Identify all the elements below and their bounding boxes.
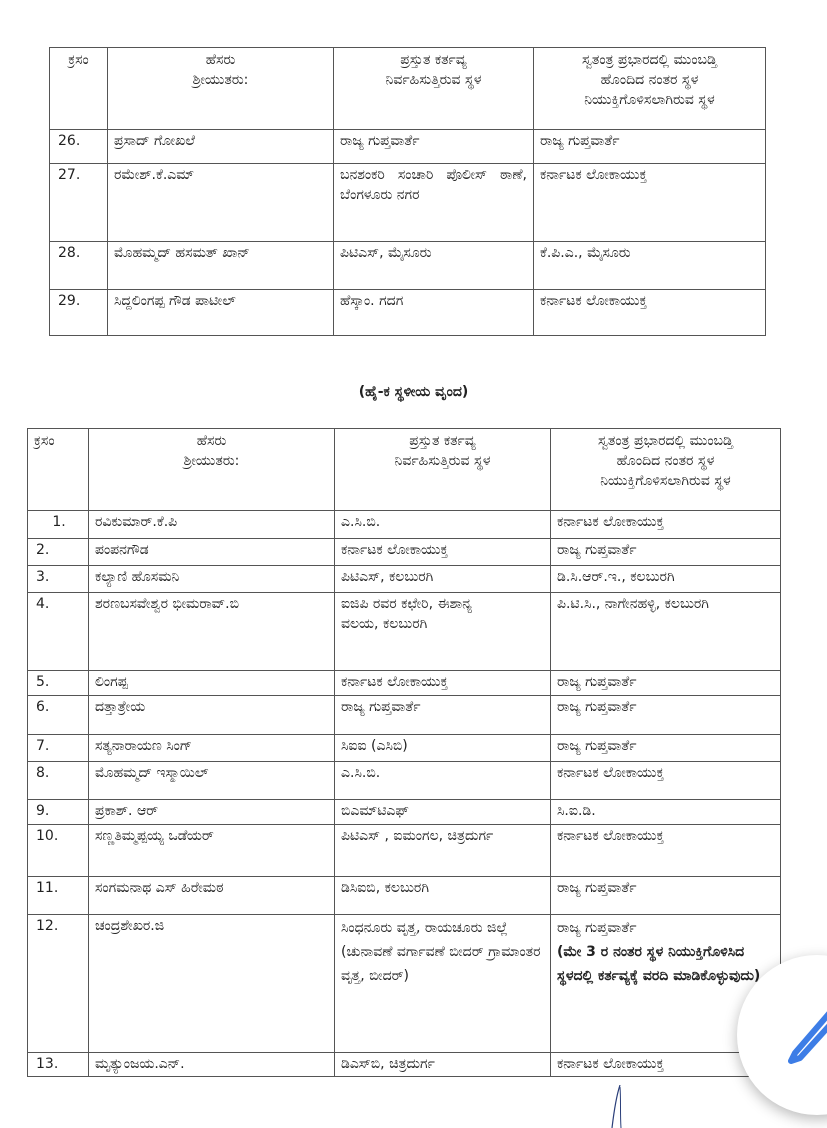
cell-current-place: ಬನಶಂಕರಿ ಸಂಚಾರಿ ಪೊಲೀಸ್ ಠಾಣೆ, ಬೆಂಗಳೂರು ನಗರ	[334, 164, 534, 242]
table-row	[50, 164, 766, 242]
table-row	[50, 290, 766, 336]
cell-name: ಕಲ್ಯಾಣಿ ಹೊಸಮನಿ	[89, 566, 335, 593]
cell-name: ಶರಣಬಸವೇಶ್ವರ ಭೀಮರಾವ್.ಬಿ	[89, 593, 335, 671]
cell-name: ಪಂಪನಗೌಡ	[89, 539, 335, 566]
table-row	[28, 877, 781, 915]
cell-serial: 7.	[28, 735, 89, 762]
cell-new-place: ಕೆ.ಪಿ.ಎ., ಮೈಸೂರು	[534, 242, 766, 290]
header-new-line3: ನಿಯುಕ್ತಿಗೊಳಿಸಲಾಗಿರುವ ಸ್ಥಳ	[600, 473, 731, 489]
table-row	[28, 735, 781, 762]
header-new-line1: ಸ್ವತಂತ್ರ ಪ್ರಭಾರದಲ್ಲಿ ಮುಂಬಡ್ತಿ	[581, 52, 718, 68]
header-new-place	[534, 48, 766, 130]
cell-current-place: ಕರ್ನಾಟಕ ಲೋಕಾಯುಕ್ತ	[335, 539, 551, 566]
pencil-edit-icon	[787, 995, 827, 1065]
cell-serial: 5.	[28, 671, 89, 696]
header-new-line3: ನಿಯುಕ್ತಿಗೊಳಿಸಲಾಗಿರುವ ಸ್ಥಳ	[584, 92, 715, 108]
cell-new-place: ರಾಜ್ಯ ಗುಪ್ತವಾರ್ತೆ	[551, 696, 781, 735]
cell-serial: 2.	[28, 539, 89, 566]
header-name-line2: ಶ್ರೀಯುತರು:	[183, 453, 240, 469]
cell-serial: 9.	[28, 800, 89, 825]
header-name-line1: ಹೆಸರು	[205, 52, 236, 68]
cell-serial: 12.	[28, 915, 89, 1053]
cell-new-place: ಕರ್ನಾಟಕ ಲೋಕಾಯುಕ್ತ	[551, 511, 781, 539]
table-row	[28, 1053, 781, 1077]
cell-name: ಮೊಹಮ್ಮದ್ ಹಸಮತ್ ಖಾನ್	[108, 242, 334, 290]
header-new-line2: ಹೊಂದಿದ ನಂತರ ಸ್ಥಳ	[616, 453, 715, 469]
table-row	[50, 242, 766, 290]
table-row	[28, 539, 781, 566]
cell-serial: 27.	[50, 164, 108, 242]
cell-new-place: ರಾಜ್ಯ ಗುಪ್ತವಾರ್ತೆ	[551, 735, 781, 762]
header-current-line2: ನಿರ್ವಹಿಸುತ್ತಿರುವ ಸ್ಥಳ	[394, 453, 491, 469]
table-row	[28, 566, 781, 593]
cell-current-place: ಸಿಂಧನೂರು ವೃತ್ತ, ರಾಯಚೂರು ಜಿಲ್ಲೆ (ಚುನಾವಣೆ ವರ್ಗಾವಣೆ ಬೀದರ್ ಗ್ರಾಮಾಂತರ ವೃತ್ತ, ಬೀದರ್)	[335, 915, 551, 1053]
cell-new-place: ಕರ್ನಾಟಕ ಲೋಕಾಯುಕ್ತ	[551, 825, 781, 877]
cell-current-place: ಕರ್ನಾಟಕ ಲೋಕಾಯುಕ್ತ	[335, 671, 551, 696]
cell-current-place: ಎ.ಸಿ.ಬಿ.	[335, 762, 551, 800]
ink-mark	[600, 1085, 630, 1128]
table-row	[28, 825, 781, 877]
cell-current-place: ಹೆಸ್ಕಾಂ. ಗದಗ	[334, 290, 534, 336]
table-row	[28, 915, 781, 1053]
cell-current-place: ರಾಜ್ಯ ಗುಪ್ತವಾರ್ತೆ	[335, 696, 551, 735]
cell-name: ಮೊಹಮ್ಮದ್ ಇಸ್ಮಾಯಿಲ್	[89, 762, 335, 800]
cell-name: ಸಂಗಮನಾಥ ಎಸ್ ಹಿರೇಮಠ	[89, 877, 335, 915]
table-row	[28, 511, 781, 539]
header-name	[108, 48, 334, 130]
cell-name: ರವಿಕುಮಾರ್.ಕೆ.ಪಿ	[89, 511, 335, 539]
cell-current-place: ಪಿಟಿಎಸ್, ಮೈಸೂರು	[334, 242, 534, 290]
cell-serial: 1.	[28, 511, 89, 539]
header-serial: ಕ್ರಸಂ	[50, 48, 108, 130]
cell-new-place: ಕರ್ನಾಟಕ ಲೋಕಾಯುಕ್ತ	[534, 164, 766, 242]
table-row	[28, 696, 781, 735]
header-current-line1: ಪ್ರಸ್ತುತ ಕರ್ತವ್ಯ	[400, 52, 467, 68]
cell-new-place: ಪಿ.ಟಿ.ಸಿ., ನಾಗೇನಹಳ್ಳಿ, ಕಲಬುರಗಿ	[551, 593, 781, 671]
cell-new-place: ಡಿ.ಸಿ.ಆರ್.ಇ., ಕಲಬುರಗಿ	[551, 566, 781, 593]
cell-name: ಸಣ್ಣತಿಮ್ಮಪ್ಪಯ್ಯ ಒಡೆಯರ್	[89, 825, 335, 877]
cell-serial: 3.	[28, 566, 89, 593]
cell-current-place: ಡಿಎಸ್‌ಬಿ, ಚಿತ್ರದುರ್ಗ	[335, 1053, 551, 1077]
cell-serial: 4.	[28, 593, 89, 671]
cell-serial: 6.	[28, 696, 89, 735]
cell-serial: 10.	[28, 825, 89, 877]
table-row	[50, 130, 766, 164]
cell-current-place: ರಾಜ್ಯ ಗುಪ್ತವಾರ್ತೆ	[334, 130, 534, 164]
cell-name: ಪ್ರಕಾಶ್. ಆರ್	[89, 800, 335, 825]
section-caption: (ಹೈ-ಕ ಸ್ಥಳೀಯ ವೃಂದ)	[358, 384, 469, 400]
cell-new-place: ಕರ್ನಾಟಕ ಲೋಕಾಯುಕ್ತ	[534, 290, 766, 336]
cell-serial: 13.	[28, 1053, 89, 1077]
transfer-table-hk-local	[27, 428, 781, 1077]
cell-new-place: ಕರ್ನಾಟಕ ಲೋಕಾಯುಕ್ತ	[551, 1053, 781, 1077]
cell-new-place: ಸಿ.ಐ.ಡಿ.	[551, 800, 781, 825]
table-row	[28, 593, 781, 671]
cell-serial: 26.	[50, 130, 108, 164]
cell-name: ಲಿಂಗಪ್ಪ	[89, 671, 335, 696]
cell-current-place: ಐಜಿಪಿ ರವರ ಕಛೇರಿ, ಈಶಾನ್ಯ ವಲಯ, ಕಲಬುರಗಿ	[335, 593, 551, 671]
header-name	[89, 429, 335, 511]
cell-new-place: ರಾಜ್ಯ ಗುಪ್ತವಾರ್ತೆ	[534, 130, 766, 164]
cell-name: ಮೃತ್ಯುಂಜಯ.ಎನ್.	[89, 1053, 335, 1077]
transfer-table-general	[49, 47, 766, 336]
cell-serial: 28.	[50, 242, 108, 290]
cell-serial: 8.	[28, 762, 89, 800]
header-new-line2: ಹೊಂದಿದ ನಂತರ ಸ್ಥಳ	[600, 72, 699, 88]
header-name-line1: ಹೆಸರು	[196, 433, 227, 449]
cell-name: ಸಿದ್ದಲಿಂಗಪ್ಪ ಗೌಡ ಪಾಟೀಲ್	[108, 290, 334, 336]
cell-current-place: ಎ.ಸಿ.ಬಿ.	[335, 511, 551, 539]
cell-new-place: ರಾಜ್ಯ ಗುಪ್ತವಾರ್ತೆ	[551, 671, 781, 696]
cell-new-place: ಕರ್ನಾಟಕ ಲೋಕಾಯುಕ್ತ	[551, 762, 781, 800]
cell-serial: 29.	[50, 290, 108, 336]
cell-new-place: ರಾಜ್ಯ ಗುಪ್ತವಾರ್ತೆ	[551, 539, 781, 566]
cell-current-place: ಪಿಟಿಎಸ್, ಕಲಬುರಗಿ	[335, 566, 551, 593]
cell-new-place: ರಾಜ್ಯ ಗುಪ್ತವಾರ್ತೆ	[551, 877, 781, 915]
cell-name: ಪ್ರಸಾದ್ ಗೋಖಲೆ	[108, 130, 334, 164]
cell-current-place: ಪಿಟಿಎಸ್ , ಐಮಂಗಲ, ಚಿತ್ರದುರ್ಗ	[335, 825, 551, 877]
cell-name: ಸತ್ಯನಾರಾಯಣ ಸಿಂಗ್	[89, 735, 335, 762]
table-header-row	[50, 48, 766, 130]
cell-new-place-value: ರಾಜ್ಯ ಗುಪ್ತವಾರ್ತೆ	[557, 920, 637, 936]
header-name-line2: ಶ್ರೀಯುತರು:	[192, 72, 249, 88]
table-row	[28, 671, 781, 696]
cell-current-place: ಡಿಸಿಐಬಿ, ಕಲಬುರಗಿ	[335, 877, 551, 915]
header-current-place	[334, 48, 534, 130]
table-row	[28, 762, 781, 800]
header-serial: ಕ್ರಸಂ	[28, 429, 89, 511]
cell-new-place-note: (ಮೇ 3 ರ ನಂತರ ಸ್ಥಳ ನಿಯುಕ್ತಿಗೊಳಿಸಿದ ಸ್ಥಳದಲ್ಲಿ ಕರ್ತವ್ಯಕ್ಕೆ ವರದಿ ಮಾಡಿಕೊಳ್ಳುವುದು)	[557, 944, 761, 984]
cell-name: ಚಂದ್ರಶೇಖರ.ಜಿ	[89, 915, 335, 1053]
header-current-line2: ನಿರ್ವಹಿಸುತ್ತಿರುವ ಸ್ಥಳ	[385, 72, 482, 88]
header-current-place	[335, 429, 551, 511]
cell-serial: 11.	[28, 877, 89, 915]
header-current-line1: ಪ್ರಸ್ತುತ ಕರ್ತವ್ಯ	[409, 433, 476, 449]
table-header-row	[28, 429, 781, 511]
cell-current-place: ಸಿಐಐ (ಎಸಿಬಿ)	[335, 735, 551, 762]
table-row	[28, 800, 781, 825]
header-new-line1: ಸ್ವತಂತ್ರ ಪ್ರಭಾರದಲ್ಲಿ ಮುಂಬಡ್ತಿ	[597, 433, 734, 449]
cell-name: ರಮೇಶ್.ಕೆ.ಎಮ್	[108, 164, 334, 242]
cell-name: ದತ್ತಾತ್ರೇಯ	[89, 696, 335, 735]
cell-current-place: ಬಿಎಮ್‌ಟಿಎಫ್	[335, 800, 551, 825]
header-new-place	[551, 429, 781, 511]
